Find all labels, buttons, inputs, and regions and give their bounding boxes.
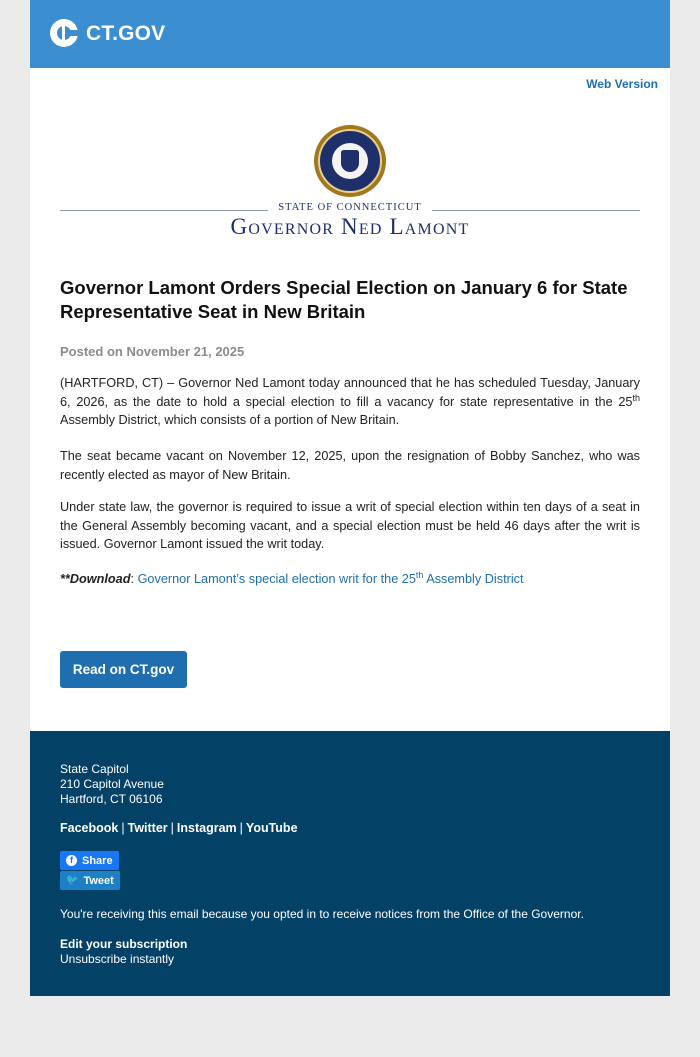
tweet-button[interactable]: 🐦 Tweet: [60, 871, 120, 890]
subscription-notice: You're receiving this email because you opted in to receive notices from the Office of the Governor.: [60, 907, 584, 921]
header-bar: [30, 0, 670, 68]
download-label: **Download: [60, 572, 131, 586]
paragraph-1: (HARTFORD, CT) – Governor Ned Lamont today announced that he has scheduled Tuesday, January 6, 2026, as the date to hold a special election to fill a vacancy for state representative in the 25th Assembly District, which consists of a portion of New Britain.: [60, 376, 640, 427]
web-version-link[interactable]: Web Version: [586, 77, 658, 91]
state-of-connecticut: STATE OF CONNECTICUT: [278, 202, 422, 213]
paragraph-3: Under state law, the governor is required to issue a writ of special election within ten days of a seat in the General Assembly becoming vacant, and a special election must be held 46 days after the writ is issued. Governor Lamont issued the writ today.: [60, 500, 640, 551]
read-on-ctgov-button[interactable]: Read on CT.gov: [60, 651, 187, 688]
twitter-bird-icon: 🐦: [66, 875, 79, 886]
main-content: [30, 68, 670, 731]
youtube-link[interactable]: YouTube: [245, 821, 298, 835]
governor-name: Governor Ned Lamont: [230, 214, 470, 239]
social-links: Facebook | Twitter | Instagram | YouTube: [60, 821, 298, 835]
governor-seal-icon: [314, 125, 386, 197]
paragraph-2: The seat became vacant on November 12, 2025, upon the resignation of Bobby Sanchez, who was recently elected as mayor of New Britain.: [60, 449, 640, 482]
address-block: State Capitol 210 Capitol Avenue Hartford, CT 06106: [60, 762, 164, 806]
logo-text[interactable]: CT.GOV: [86, 22, 166, 45]
facebook-icon: f: [66, 855, 77, 866]
unsubscribe-link[interactable]: Unsubscribe instantly: [60, 952, 175, 966]
ct-logo-bar: [62, 19, 65, 47]
facebook-link[interactable]: Facebook: [60, 821, 119, 835]
download-writ-link[interactable]: Governor Lamont’s special election writ for the 25th Assembly District: [137, 569, 524, 586]
instagram-link[interactable]: Instagram: [176, 821, 237, 835]
download-line: **Download: Governor Lamont’s special election writ for the 25th Assembly District: [60, 569, 524, 586]
email-container: [30, 0, 670, 996]
twitter-link[interactable]: Twitter: [127, 821, 168, 835]
facebook-share-button[interactable]: f Share: [60, 851, 119, 870]
edit-subscription-link[interactable]: Edit your subscription: [60, 937, 188, 951]
footer: [30, 731, 670, 996]
posted-date: Posted on November 21, 2025: [60, 344, 245, 359]
press-release-title: Governor Lamont Orders Special Election on January 6 for State Representative Seat in New Britain: [60, 277, 628, 322]
